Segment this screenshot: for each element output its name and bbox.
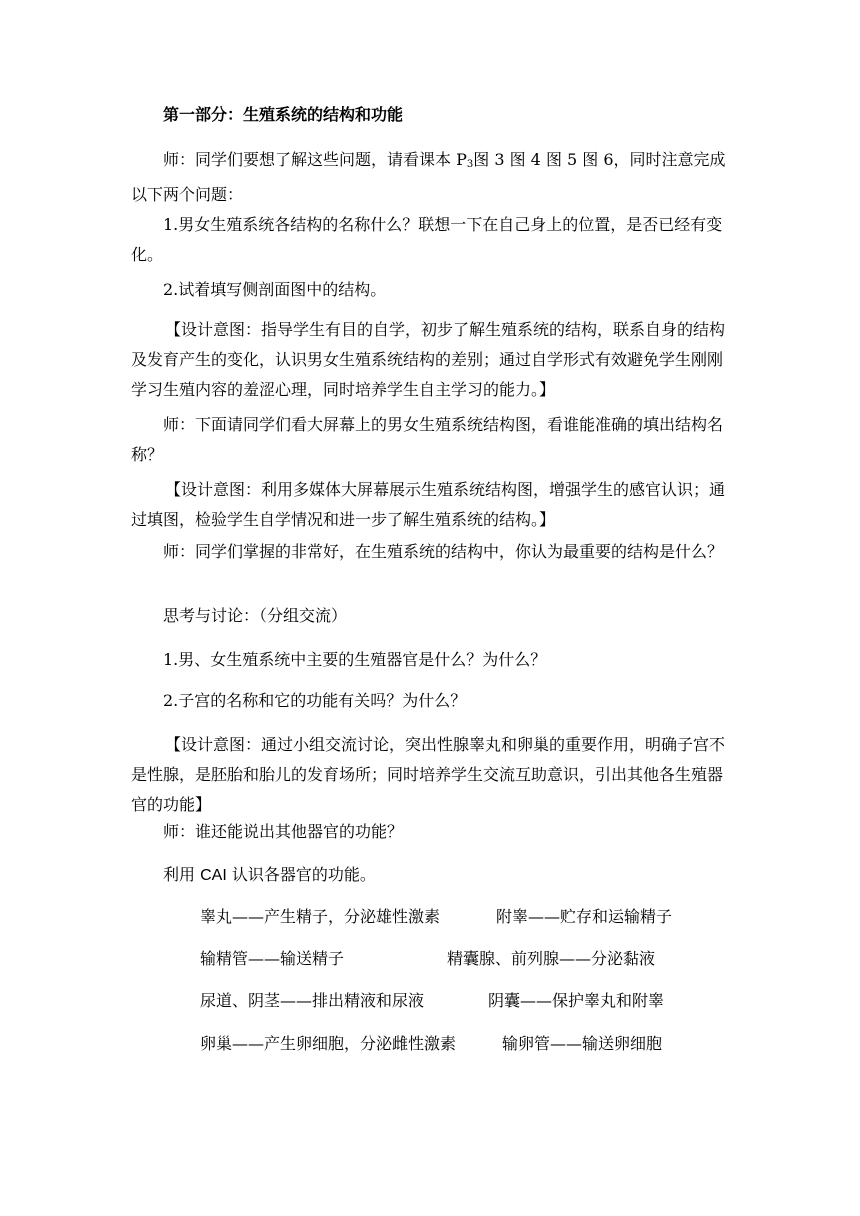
paragraph-teacher-functions: 师：谁还能说出其他器官的功能？ [163,822,404,841]
function-item: 阴囊——保护睾丸和附睾 [488,991,665,1010]
question-1: 1.男女生殖系统各结构的名称什么？联想一下在自己身上的位置，是否已经有变化。 [131,215,723,264]
design-intent-3: 【设计意图：通过小组交流讨论，突出性腺睾丸和卵巢的重要作用，明确子宫不是性腺，是胚胎和胎儿的发育场所；同时培养学生交流互助意识，引出其他各生殖器官的功能】 [131,735,726,814]
function-item: 尿道、阴茎——排出精液和尿液 [200,991,425,1010]
function-row [200,988,760,1014]
question-2: 2.试着填写侧剖面图中的结构。 [163,280,387,299]
function-row [200,946,760,972]
paragraph-teacher-screen: 师：下面请同学们看大屏幕上的男女生殖系统结构图，看谁能准确的填出结构名称？ [131,415,724,464]
function-item: 附睾——贮存和运输精子 [496,907,673,926]
function-row [200,904,760,930]
section-heading: 第一部分：生殖系统的结构和功能 [163,105,404,124]
design-intent-2: 【设计意图：利用多媒体大屏幕展示生殖系统结构图，增强学生的感官认识；通过填图，检验学生自学情况和进一步了解生殖系统的结构。】 [131,480,726,529]
function-row [200,1031,760,1057]
function-item: 输卵管——输送卵细胞 [502,1034,663,1053]
paragraph-teacher-intro: 师：同学们要想了解这些问题，请看课本 $P_3$图 3 图 4 图 5 图 6，同时注意完成以下两个问题： [131,150,726,204]
discussion-heading: 思考与讨论：（分组交流） [163,606,348,625]
function-item: 输精管——输送精子 [200,949,345,968]
paragraph-cai: 利用 CAI 认识各器官的功能。 [163,865,376,884]
function-item: 卵巢——产生卵细胞，分泌雌性激素 [200,1034,457,1053]
discussion-question-2: 2.子宫的名称和它的功能有关吗？为什么？ [163,691,467,710]
function-item: 精囊腺、前列腺——分泌黏液 [447,949,656,968]
paragraph-teacher-important: 师：同学们掌握的非常好，在生殖系统的结构中，你认为最重要的结构是什么？ [163,542,724,561]
design-intent-1: 【设计意图：指导学生有目的自学，初步了解生殖系统的结构，联系自身的结构及发育产生的变化，认识男女生殖系统结构的差别；通过自学形式有效避免学生刚刚学习生殖内容的羞涩心理，同时培养学生自主学习的能力。】 [131,320,726,399]
function-item: 睾丸——产生精子，分泌雄性激素 [200,907,441,926]
page-subscript: 3 [466,159,474,170]
discussion-question-1: 1.男、女生殖系统中主要的生殖器官是什么？为什么？ [163,650,547,669]
